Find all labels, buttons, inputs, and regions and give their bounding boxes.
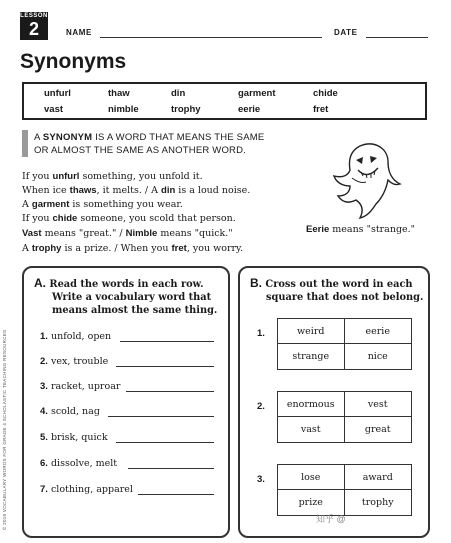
eerie-caption: [306, 224, 415, 235]
word-box-word: nimble: [108, 104, 139, 115]
word-box-word: din: [171, 88, 186, 99]
word-box-word: eerie: [238, 104, 261, 115]
sentence-text: If you: [22, 213, 53, 224]
square-word[interactable]: vest: [345, 392, 412, 417]
sentence-text: A: [22, 199, 32, 210]
square-word[interactable]: eerie: [345, 319, 412, 344]
sentence-2: [22, 185, 250, 197]
definition-line1: IS A WORD THAT MEANS THE SAME: [95, 132, 265, 143]
vocab-word: fret: [171, 243, 187, 254]
section-a-item-1: 1. unfold, open: [40, 331, 112, 342]
lesson-number: 2: [28, 19, 39, 39]
definition-pre: A: [34, 132, 41, 143]
square-word[interactable]: nice: [367, 351, 388, 362]
section-a-item-3: 3. racket, uproar: [40, 381, 121, 392]
sentence-text: is a prize. / When you: [61, 243, 172, 254]
definition-term: SYNONYM: [42, 132, 93, 143]
vocab-word: din: [161, 185, 176, 196]
sentence-5: [22, 228, 233, 240]
word-square-1: [277, 318, 412, 370]
sentence-text: If you: [22, 171, 53, 182]
square-word[interactable]: lose: [278, 465, 345, 490]
section-a-item-2: 2. vex, trouble: [40, 356, 109, 367]
sentence-text: means "great." /: [41, 228, 126, 239]
answer-line-2[interactable]: [116, 366, 214, 367]
word-box-word: thaw: [108, 88, 130, 99]
sentence-text: is a loud noise.: [175, 185, 251, 196]
answer-line-4[interactable]: [108, 416, 214, 417]
section-a-line1: Read the words in each row.: [49, 279, 204, 290]
sentence-6: [22, 243, 243, 255]
section-a-line3: means almost the same thing.: [52, 305, 218, 316]
word-square-3: [277, 464, 412, 516]
ghost-illustration: [330, 138, 410, 220]
date-label: DATE: [334, 28, 358, 37]
answer-line-1[interactable]: [120, 341, 214, 342]
answer-line-5[interactable]: [116, 442, 214, 443]
sentence-text: A: [22, 243, 32, 254]
answer-line-7[interactable]: [138, 494, 214, 495]
name-label: NAME: [66, 28, 92, 37]
sentence-text: someone, you scold that person.: [77, 213, 236, 224]
sentence-text: means "quick.": [157, 228, 233, 239]
word-box-word: trophy: [171, 104, 201, 115]
vocab-word: chide: [52, 213, 78, 224]
section-a-item-4: 4. scold, nag: [40, 406, 100, 417]
word-square-2: [277, 391, 412, 443]
section-b-line2: square that does not belong.: [266, 292, 424, 303]
square-word[interactable]: award: [345, 465, 412, 490]
square-number-2: 2.: [257, 401, 265, 412]
square-word[interactable]: trophy: [361, 497, 394, 508]
page-title: Synonyms: [20, 50, 127, 73]
word-box-word: vast: [44, 104, 64, 115]
word-box-word: garment: [238, 88, 276, 99]
name-field[interactable]: [100, 37, 322, 38]
section-a-item-7: 7. clothing, apparel: [40, 484, 133, 495]
vocab-word: Nimble: [125, 228, 158, 239]
word-box-word: unfurl: [44, 88, 71, 99]
definition-bar: [22, 130, 28, 157]
vocab-word: trophy: [31, 243, 62, 254]
vocab-word: Vast: [22, 228, 42, 239]
sentence-1: [22, 171, 203, 183]
section-a-item-5: 5. brisk, quick: [40, 432, 108, 443]
word-box-word: chide: [313, 88, 338, 99]
date-field[interactable]: [366, 37, 428, 38]
answer-line-3[interactable]: [126, 391, 214, 392]
square-word[interactable]: strange: [278, 344, 345, 369]
square-word[interactable]: vast: [278, 417, 345, 442]
section-a-instructions: [34, 277, 217, 317]
eerie-word: Eerie: [306, 224, 330, 235]
square-word[interactable]: great: [364, 424, 391, 435]
sentence-text: , you worry.: [186, 243, 244, 254]
sentence-text: , it melts. / A: [96, 185, 162, 196]
sentence-text: is something you wear.: [69, 199, 183, 210]
vocab-word: garment: [31, 199, 70, 210]
section-b-letter: B.: [250, 276, 262, 290]
definition: [34, 131, 324, 157]
section-b-instructions: [250, 277, 423, 304]
lesson-badge: [20, 12, 48, 40]
word-box: [22, 82, 427, 120]
sentence-text: When ice: [22, 185, 70, 196]
sentence-3: [22, 199, 183, 211]
eerie-meaning: means "strange.": [329, 224, 416, 235]
vocab-word: thaws: [69, 185, 97, 196]
square-word[interactable]: enormous: [278, 392, 345, 417]
square-number-1: 1.: [257, 328, 265, 339]
section-b-line1: Cross out the word in each: [265, 279, 413, 290]
section-a-line2: Write a vocabulary word that: [52, 292, 212, 303]
side-credit: © 2010 VOCABULARY WORDS FOR GRADE 4 SCHOLASTIC TEACHING RESOURCES: [2, 329, 7, 530]
vocab-word: unfurl: [52, 171, 80, 182]
lesson-label: LESSON: [20, 13, 48, 19]
section-a-item-6: 6. dissolve, melt: [40, 458, 118, 469]
watermark: 知乎 @: [316, 514, 346, 524]
square-word[interactable]: weird: [278, 319, 345, 344]
sentence-text: something, you unfold it.: [79, 171, 203, 182]
word-box-word: fret: [313, 104, 329, 115]
square-word[interactable]: prize: [278, 490, 345, 515]
definition-line2: OR ALMOST THE SAME AS ANOTHER WORD.: [34, 145, 246, 156]
answer-line-6[interactable]: [128, 468, 214, 469]
section-a-letter: A.: [34, 276, 46, 290]
sentence-4: [22, 213, 236, 225]
square-number-3: 3.: [257, 474, 265, 485]
